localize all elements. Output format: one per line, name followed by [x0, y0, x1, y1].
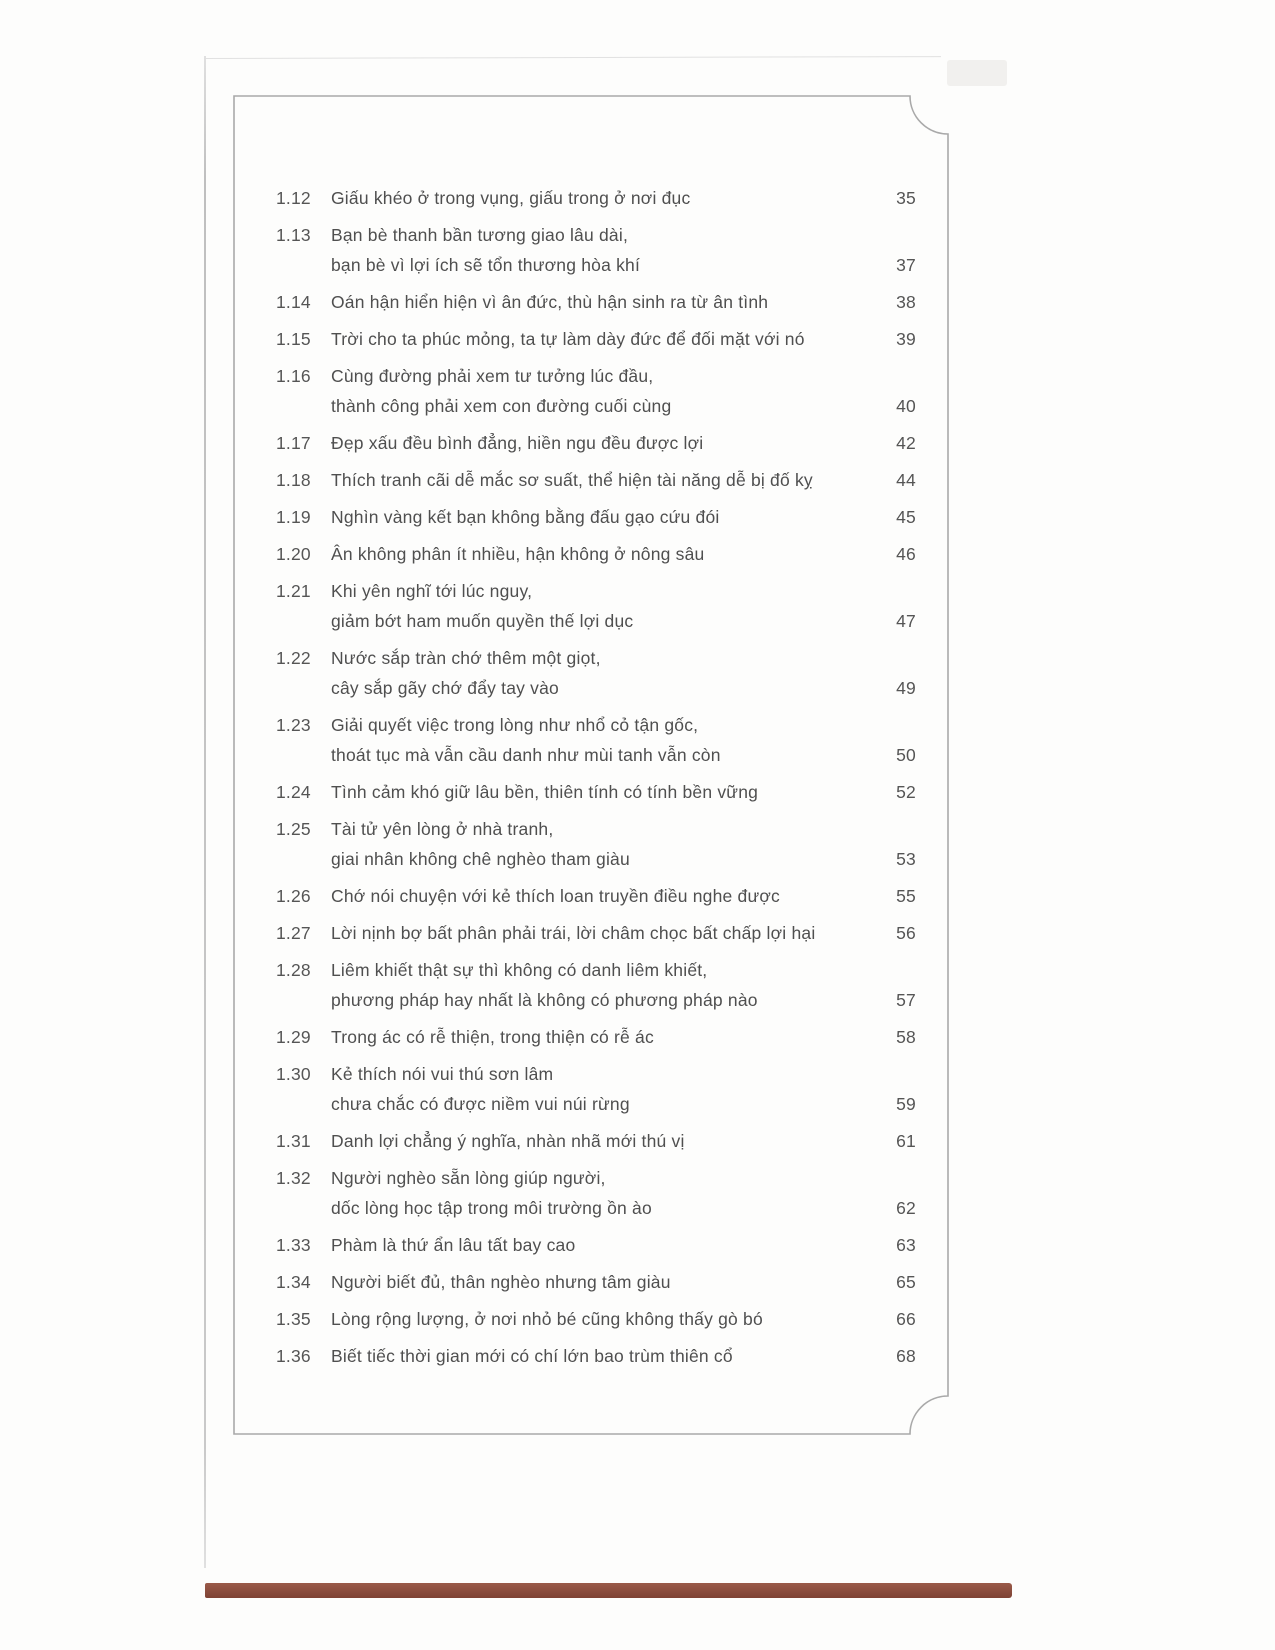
toc-entry-page: 47: [896, 611, 916, 631]
toc-entry-number: 1.28: [276, 960, 311, 980]
toc-entry-title-line: giai nhân không chê nghèo tham giàu: [331, 849, 630, 869]
toc-entry-number: 1.23: [276, 715, 311, 735]
toc-entry-page: 44: [896, 470, 916, 490]
toc-entry-title-line: cây sắp gãy chớ đẩy tay vào: [331, 678, 559, 698]
toc-entry-page: 40: [896, 396, 916, 416]
toc-entry-number: 1.15: [276, 329, 311, 349]
toc-entry-title-line: Kẻ thích nói vui thú sơn lâm: [331, 1064, 554, 1084]
toc-entry-title-line: Oán hận hiển hiện vì ân đức, thù hận sinh ra từ ân tình: [331, 292, 769, 312]
toc-entry-number: 1.36: [276, 1346, 311, 1366]
toc-entry-title: [331, 955, 870, 1015]
toc-entry: [276, 361, 916, 421]
toc-entry-page: 35: [896, 188, 916, 208]
page-gutter-line: [204, 56, 206, 1568]
toc-entry-number: 1.16: [276, 366, 311, 386]
toc-entry-page: 68: [896, 1346, 916, 1366]
toc-entry-title-line: Trời cho ta phúc mỏng, ta tự làm dày đức để đối mặt với nó: [331, 329, 805, 349]
toc-entry: [276, 428, 916, 458]
toc-entry-title-line: Lòng rộng lượng, ở nơi nhỏ bé cũng không thấy gò bó: [331, 1309, 763, 1329]
toc-entry-title-line: Cùng đường phải xem tư tưởng lúc đầu,: [331, 366, 654, 386]
toc-entry-page: 57: [896, 990, 916, 1010]
toc-entry-title-line: Trong ác có rễ thiện, trong thiện có rễ ác: [331, 1027, 654, 1047]
toc-entry-title-line: giảm bớt ham muốn quyền thế lợi dục: [331, 611, 634, 631]
toc-entry-number: 1.27: [276, 923, 311, 943]
page-top-edge-line: [206, 56, 941, 59]
toc-entry: [276, 539, 916, 569]
toc-entry-title-line: Đẹp xấu đều bình đẳng, hiền ngu đều được lợi: [331, 433, 704, 453]
toc-entry-title-line: Bạn bè thanh bần tương giao lâu dài,: [331, 225, 629, 245]
toc-entry: [276, 814, 916, 874]
toc-entry-page: 45: [896, 507, 916, 527]
toc-entry-title: [331, 1126, 870, 1156]
toc-entry-title: [331, 576, 870, 636]
toc-entry-title: [331, 777, 870, 807]
toc-entry-title: [331, 881, 870, 911]
toc-entry: [276, 1059, 916, 1119]
toc-entry-page: 52: [896, 782, 916, 802]
toc-entry-page: 37: [896, 255, 916, 275]
toc-entry-number: 1.19: [276, 507, 311, 527]
toc-entry: [276, 955, 916, 1015]
toc-entry-title-line: Người nghèo sẵn lòng giúp người,: [331, 1168, 606, 1188]
toc-entry-title-line: thoát tục mà vẫn cầu danh như mùi tanh vẫn còn: [331, 745, 721, 765]
toc-entry-title: [331, 918, 870, 948]
toc-entry-page: 61: [896, 1131, 916, 1151]
toc-entry: [276, 1126, 916, 1156]
toc-entry: [276, 183, 916, 213]
toc-entry-number: 1.20: [276, 544, 311, 564]
toc-entry: [276, 1022, 916, 1052]
toc-entry-page: 59: [896, 1094, 916, 1114]
toc-entry-page: 58: [896, 1027, 916, 1047]
toc-entry-title: [331, 324, 870, 354]
toc-entry-title: [331, 1059, 870, 1119]
toc-entry: [276, 777, 916, 807]
toc-entry-page: 63: [896, 1235, 916, 1255]
toc-entry-title-line: Giải quyết việc trong lòng như nhổ cỏ tận gốc,: [331, 715, 699, 735]
toc-entry-number: 1.33: [276, 1235, 311, 1255]
toc-entry-title: [331, 1341, 870, 1371]
toc-entry-number: 1.17: [276, 433, 311, 453]
toc-entry-page: 46: [896, 544, 916, 564]
toc-entry-title-line: phương pháp hay nhất là không có phương pháp nào: [331, 990, 758, 1010]
toc-entry: [276, 1341, 916, 1371]
toc-entry-title: [331, 361, 870, 421]
toc-entry-number: 1.35: [276, 1309, 311, 1329]
toc-entry-title: [331, 183, 870, 213]
toc-entry-title-line: Khi yên nghĩ tới lúc nguy,: [331, 581, 533, 601]
toc-entry: [276, 881, 916, 911]
toc-entry-title-line: Ân không phân ít nhiều, hận không ở nông sâu: [331, 544, 705, 564]
toc-entry: [276, 1230, 916, 1260]
page-showthrough-artifact: [947, 60, 1007, 86]
toc-entry-number: 1.30: [276, 1064, 311, 1084]
toc-entry-title-line: Nghìn vàng kết bạn không bằng đấu gạo cứu đói: [331, 507, 720, 527]
toc-entry-title: [331, 1163, 870, 1223]
toc-entry: [276, 465, 916, 495]
toc-entry: [276, 643, 916, 703]
toc-entry-number: 1.34: [276, 1272, 311, 1292]
toc-entry-page: 42: [896, 433, 916, 453]
toc-entry-title-line: Liêm khiết thật sự thì không có danh liêm khiết,: [331, 960, 708, 980]
toc-entry-title-line: dốc lòng học tập trong môi trường ồn ào: [331, 1198, 652, 1218]
toc-entry-title: [331, 1267, 870, 1297]
toc-entry-number: 1.25: [276, 819, 311, 839]
toc-entry-number: 1.22: [276, 648, 311, 668]
toc-entry-title: [331, 1022, 870, 1052]
toc-entry-title: [331, 814, 870, 874]
toc-entry-title-line: Phàm là thứ ẩn lâu tất bay cao: [331, 1235, 576, 1255]
toc-entry-title: [331, 287, 870, 317]
toc-entry-title-line: Biết tiếc thời gian mới có chí lớn bao trùm thiên cổ: [331, 1346, 733, 1366]
toc-entry: [276, 324, 916, 354]
toc-entry-title-line: Tài tử yên lòng ở nhà tranh,: [331, 819, 554, 839]
toc-entry-title-line: Giấu khéo ở trong vụng, giấu trong ở nơi đục: [331, 188, 691, 208]
toc-list: [276, 183, 916, 1378]
toc-entry-page: 39: [896, 329, 916, 349]
toc-entry-number: 1.21: [276, 581, 311, 601]
toc-entry-page: 49: [896, 678, 916, 698]
toc-entry-title-line: Lời nịnh bợ bất phân phải trái, lời châm chọc bất chấp lợi hại: [331, 923, 816, 943]
toc-entry: [276, 918, 916, 948]
toc-entry-title-line: thành công phải xem con đường cuối cùng: [331, 396, 672, 416]
toc-entry-page: 66: [896, 1309, 916, 1329]
toc-entry-title: [331, 1230, 870, 1260]
toc-entry-number: 1.29: [276, 1027, 311, 1047]
toc-entry-title: [331, 465, 870, 495]
toc-entry-title: [331, 502, 870, 532]
toc-entry-number: 1.24: [276, 782, 311, 802]
toc-entry-title-line: Nước sắp tràn chớ thêm một giọt,: [331, 648, 601, 668]
toc-entry-title-line: Danh lợi chẳng ý nghĩa, nhàn nhã mới thú vị: [331, 1131, 685, 1151]
toc-entry-title: [331, 220, 870, 280]
toc-entry-page: 38: [896, 292, 916, 312]
toc-entry-number: 1.13: [276, 225, 311, 245]
toc-entry-title-line: bạn bè vì lợi ích sẽ tổn thương hòa khí: [331, 255, 641, 275]
toc-entry-title-line: Chớ nói chuyện với kẻ thích loan truyền điều nghe được: [331, 886, 781, 906]
toc-entry-title: [331, 428, 870, 458]
toc-entry-title: [331, 643, 870, 703]
toc-entry: [276, 710, 916, 770]
toc-entry-page: 53: [896, 849, 916, 869]
toc-entry: [276, 220, 916, 280]
toc-entry-number: 1.26: [276, 886, 311, 906]
toc-entry: [276, 1304, 916, 1334]
toc-entry: [276, 502, 916, 532]
toc-entry-number: 1.31: [276, 1131, 311, 1151]
toc-entry-title: [331, 1304, 870, 1334]
toc-entry-title-line: Người biết đủ, thân nghèo nhưng tâm giàu: [331, 1272, 671, 1292]
toc-entry-page: 65: [896, 1272, 916, 1292]
toc-entry: [276, 287, 916, 317]
toc-entry-page: 55: [896, 886, 916, 906]
toc-entry-title-line: chưa chắc có được niềm vui núi rừng: [331, 1094, 630, 1114]
toc-entry-page: 56: [896, 923, 916, 943]
toc-entry-title: [331, 539, 870, 569]
toc-entry-page: 62: [896, 1198, 916, 1218]
toc-entry-title-line: Thích tranh cãi dễ mắc sơ suất, thể hiện tài năng dễ bị đố kỵ: [331, 470, 813, 490]
toc-entry-title: [331, 710, 870, 770]
toc-entry-number: 1.18: [276, 470, 311, 490]
toc-entry-title-line: Tình cảm khó giữ lâu bền, thiên tính có tính bền vững: [331, 782, 759, 802]
toc-entry-number: 1.12: [276, 188, 311, 208]
book-edge-bar: [205, 1583, 1012, 1598]
toc-entry: [276, 1163, 916, 1223]
toc-entry-page: 50: [896, 745, 916, 765]
toc-entry-number: 1.32: [276, 1168, 311, 1188]
toc-entry: [276, 1267, 916, 1297]
toc-entry: [276, 576, 916, 636]
toc-entry-number: 1.14: [276, 292, 311, 312]
